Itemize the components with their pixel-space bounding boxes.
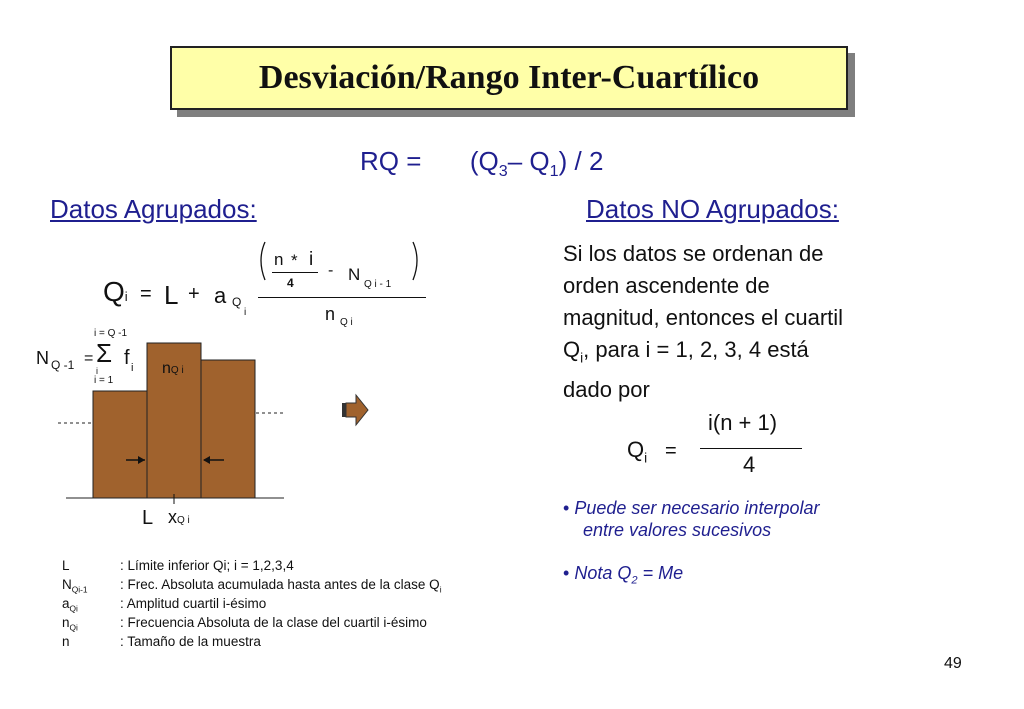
ungrouped-heading: Datos NO Agrupados: [586,194,839,224]
hist-bar-right [201,360,255,498]
grouped-heading: Datos Agrupados: [50,194,257,224]
bullet-icon: • [563,563,570,583]
right-arrow-icon [340,393,370,427]
axis-x-label: xQ i [168,507,190,527]
bullet-icon: • [563,498,570,518]
legend: L : Límite inferior Qi; i = 1,2,3,4 $N_{Qi-1}$ : Frec. Absoluta acumulada hasta antes de la clase $Q_i$ $a_{Qi}$ : Amplitud cuartil i-ésimo $n_{Qi}$ : Frecuencia Absoluta de la clase del cuartil i-ésimo n : Tamaño de la muestra [62,558,442,649]
bullet-note: • Nota $Q_2 = Me$ [563,563,684,587]
bar-label: nQ i [162,360,184,377]
main-fraction-line [258,297,426,298]
page-number: 49 [944,655,962,672]
hist-bar-left [93,391,147,498]
title-box [170,46,848,110]
rq-lhs: RQ = [360,146,422,176]
rq-formula: RQ = ($Q_3-$ $Q_1) / 2$ [360,146,604,181]
bullet-interpolate: • Puede ser necesario interpolar entre valores sucesivos [563,498,820,540]
ungrouped-paragraph: Si los datos se ordenan de orden ascendente de magnitud, entonces el cuartil $Q_i$, para i = 1, 2, 3, 4 está dado por [563,241,844,403]
slide-title: Desviación/Rango Inter-Cuartílico [258,59,760,96]
axis-L-label: L [142,507,154,529]
